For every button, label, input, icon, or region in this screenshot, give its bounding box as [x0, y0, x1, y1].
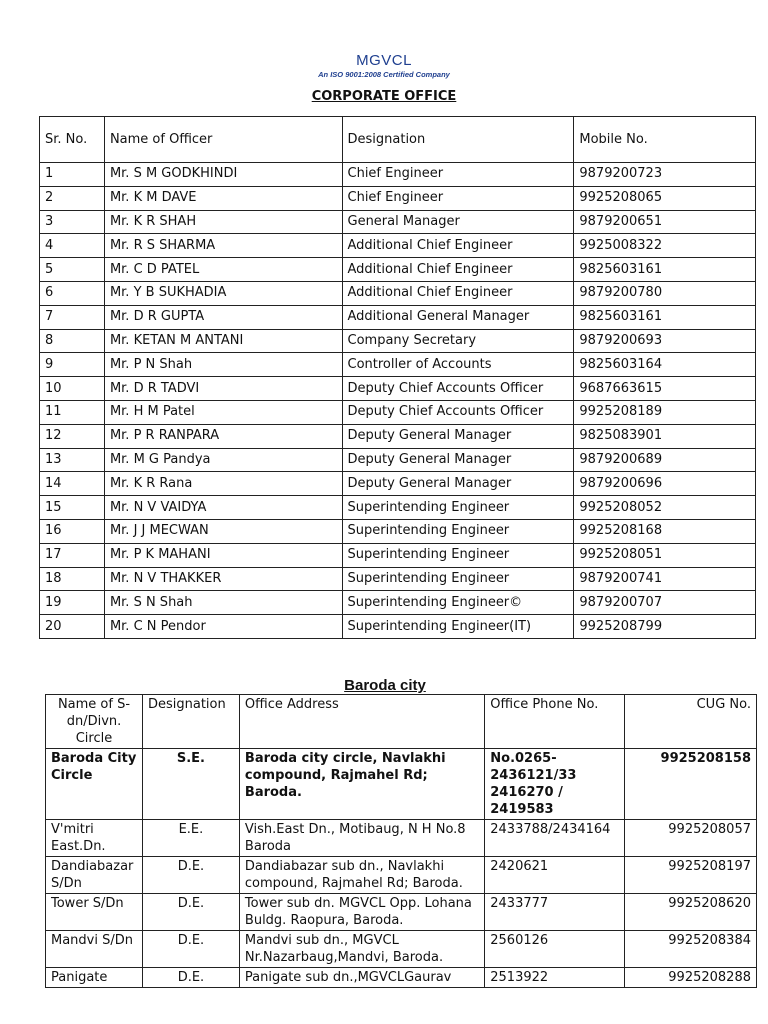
table-row	[40, 615, 756, 639]
sr-no-cell: 20	[40, 615, 105, 639]
mobile-cell: 9925208799	[574, 615, 756, 639]
table-row	[46, 820, 757, 857]
column-header: Name of S-dn/Divn. Circle	[46, 695, 143, 749]
officer-name-cell: Mr. P N Shah	[104, 353, 342, 377]
baroda-city-heading: Baroda city	[344, 677, 426, 694]
table-row	[40, 400, 756, 424]
mobile-cell: 9879200707	[574, 591, 756, 615]
sr-no-cell: 10	[40, 377, 105, 401]
sr-no-cell: 18	[40, 567, 105, 591]
table-row	[40, 329, 756, 353]
column-header: CUG No.	[625, 695, 757, 749]
cug-cell: 9925208288	[625, 968, 757, 988]
officer-name-cell: Mr. C N Pendor	[104, 615, 342, 639]
designation-cell: General Manager	[342, 210, 574, 234]
officer-name-cell: Mr. M G Pandya	[104, 448, 342, 472]
column-header: Name of Officer	[104, 117, 342, 163]
table-header-row	[46, 695, 757, 749]
office-name-cell: Dandiabazar S/Dn	[46, 857, 143, 894]
designation-cell: Superintending Engineer(IT)	[342, 615, 574, 639]
officer-name-cell: Mr. P R RANPARA	[104, 424, 342, 448]
table-row	[40, 591, 756, 615]
mobile-cell: 9879200723	[574, 163, 756, 187]
sr-no-cell: 9	[40, 353, 105, 377]
sr-no-cell: 19	[40, 591, 105, 615]
officer-name-cell: Mr. N V VAIDYA	[104, 496, 342, 520]
phone-cell: 2513922	[485, 968, 625, 988]
cug-cell: 9925208620	[625, 894, 757, 931]
designation-cell: Additional Chief Engineer	[342, 234, 574, 258]
designation-cell: Superintending Engineer	[342, 496, 574, 520]
table-row	[40, 472, 756, 496]
mobile-cell: 9879200696	[574, 472, 756, 496]
designation-cell: Superintending Engineer	[342, 543, 574, 567]
column-header: Office Address	[239, 695, 484, 749]
officer-name-cell: Mr. Y B SUKHADIA	[104, 281, 342, 305]
designation-cell: Chief Engineer	[342, 163, 574, 187]
logo-mark	[0, 52, 768, 69]
officer-name-cell: Mr. S N Shah	[104, 591, 342, 615]
logo-tagline: An ISO 9001:2008 Certified Company	[318, 70, 450, 79]
corporate-officers-table	[39, 116, 756, 639]
mobile-cell: 9879200741	[574, 567, 756, 591]
sr-no-cell: 6	[40, 281, 105, 305]
mobile-cell: 9925208168	[574, 519, 756, 543]
sr-no-cell: 16	[40, 519, 105, 543]
designation-cell: Deputy Chief Accounts Officer	[342, 400, 574, 424]
designation-cell: Deputy General Manager	[342, 448, 574, 472]
sr-no-cell: 2	[40, 186, 105, 210]
designation-cell: D.E.	[142, 894, 239, 931]
office-name-cell: Tower S/Dn	[46, 894, 143, 931]
table-row	[40, 258, 756, 282]
sr-no-cell: 8	[40, 329, 105, 353]
table-row	[40, 448, 756, 472]
table-row	[40, 567, 756, 591]
table-row	[40, 377, 756, 401]
officer-name-cell: Mr. C D PATEL	[104, 258, 342, 282]
table-row	[46, 931, 757, 968]
address-cell: Baroda city circle, Navlakhi compound, Rajmahel Rd; Baroda.	[239, 749, 484, 820]
table-row	[46, 894, 757, 931]
mobile-cell: 9925208065	[574, 186, 756, 210]
table-row	[46, 857, 757, 894]
office-name-cell: Panigate	[46, 968, 143, 988]
designation-cell: S.E.	[142, 749, 239, 820]
designation-cell: Superintending Engineer	[342, 519, 574, 543]
office-name-cell: Mandvi S/Dn	[46, 931, 143, 968]
designation-cell: D.E.	[142, 968, 239, 988]
table-row	[40, 519, 756, 543]
phone-cell: 2420621	[485, 857, 625, 894]
mobile-cell: 9879200651	[574, 210, 756, 234]
mgvcl-logo	[0, 52, 768, 79]
designation-cell: Company Secretary	[342, 329, 574, 353]
address-cell: Panigate sub dn.,MGVCLGaurav	[239, 968, 484, 988]
mobile-cell: 9825603161	[574, 258, 756, 282]
table-row	[40, 543, 756, 567]
officer-name-cell: Mr. K M DAVE	[104, 186, 342, 210]
column-header: Mobile No.	[574, 117, 756, 163]
officer-name-cell: Mr. S M GODKHINDI	[104, 163, 342, 187]
designation-cell: Deputy Chief Accounts Officer	[342, 377, 574, 401]
cug-cell: 9925208197	[625, 857, 757, 894]
address-cell: Tower sub dn. MGVCL Opp. Lohana Buldg. Raopura, Baroda.	[239, 894, 484, 931]
designation-cell: Superintending Engineer	[342, 567, 574, 591]
officer-name-cell: Mr. N V THAKKER	[104, 567, 342, 591]
sr-no-cell: 13	[40, 448, 105, 472]
column-header: Designation	[342, 117, 574, 163]
designation-cell: Additional Chief Engineer	[342, 258, 574, 282]
address-cell: Vish.East Dn., Motibaug, N H No.8 Baroda	[239, 820, 484, 857]
mobile-cell: 9825083901	[574, 424, 756, 448]
sr-no-cell: 3	[40, 210, 105, 234]
table-row	[40, 163, 756, 187]
sr-no-cell: 5	[40, 258, 105, 282]
designation-cell: E.E.	[142, 820, 239, 857]
page-title: CORPORATE OFFICE	[311, 89, 457, 104]
mobile-cell: 9825603161	[574, 305, 756, 329]
mobile-cell: 9925208051	[574, 543, 756, 567]
officer-name-cell: Mr. D R TADVI	[104, 377, 342, 401]
column-header: Designation	[142, 695, 239, 749]
phone-cell: No.0265-2436121/33 2416270 / 2419583	[485, 749, 625, 820]
officer-name-cell: Mr. H M Patel	[104, 400, 342, 424]
table-row	[46, 968, 757, 988]
mobile-cell: 9925208189	[574, 400, 756, 424]
sr-no-cell: 17	[40, 543, 105, 567]
designation-cell: D.E.	[142, 857, 239, 894]
phone-cell: 2433788/2434164	[485, 820, 625, 857]
column-header: Office Phone No.	[485, 695, 625, 749]
designation-cell: Additional General Manager	[342, 305, 574, 329]
officer-name-cell: Mr. D R GUPTA	[104, 305, 342, 329]
sr-no-cell: 4	[40, 234, 105, 258]
office-name-cell: Baroda City Circle	[46, 749, 143, 820]
officer-name-cell: Mr. K R Rana	[104, 472, 342, 496]
mobile-cell: 9925208052	[574, 496, 756, 520]
designation-cell: D.E.	[142, 931, 239, 968]
table-row	[40, 496, 756, 520]
mobile-cell: 9879200780	[574, 281, 756, 305]
officer-name-cell: Mr. R S SHARMA	[104, 234, 342, 258]
officer-name-cell: Mr. K R SHAH	[104, 210, 342, 234]
designation-cell: Deputy General Manager	[342, 424, 574, 448]
column-header: Sr. No.	[40, 117, 105, 163]
designation-cell: Controller of Accounts	[342, 353, 574, 377]
designation-cell: Additional Chief Engineer	[342, 281, 574, 305]
table-row	[40, 305, 756, 329]
table-row	[40, 353, 756, 377]
cug-cell: 9925208384	[625, 931, 757, 968]
office-name-cell: V'mitri East.Dn.	[46, 820, 143, 857]
officer-name-cell: Mr. P K MAHANI	[104, 543, 342, 567]
table-row	[46, 749, 757, 820]
designation-cell: Chief Engineer	[342, 186, 574, 210]
baroda-city-table	[45, 694, 757, 988]
sr-no-cell: 11	[40, 400, 105, 424]
designation-cell: Superintending Engineer©	[342, 591, 574, 615]
table-row	[40, 234, 756, 258]
phone-cell: 2560126	[485, 931, 625, 968]
table-row	[40, 281, 756, 305]
address-cell: Dandiabazar sub dn., Navlakhi compound, Rajmahel Rd; Baroda.	[239, 857, 484, 894]
officer-name-cell: Mr. J J MECWAN	[104, 519, 342, 543]
address-cell: Mandvi sub dn., MGVCL Nr.Nazarbaug,Mandvi, Baroda.	[239, 931, 484, 968]
cug-cell: 9925208158	[625, 749, 757, 820]
table-header-row	[40, 117, 756, 163]
officer-name-cell: Mr. KETAN M ANTANI	[104, 329, 342, 353]
mobile-cell: 9879200689	[574, 448, 756, 472]
sr-no-cell: 1	[40, 163, 105, 187]
table-row	[40, 424, 756, 448]
mobile-cell: 9687663615	[574, 377, 756, 401]
mobile-cell: 9879200693	[574, 329, 756, 353]
designation-cell: Deputy General Manager	[342, 472, 574, 496]
logo-text: MGVCL	[356, 52, 412, 69]
table-row	[40, 186, 756, 210]
table-row	[40, 210, 756, 234]
mobile-cell: 9825603164	[574, 353, 756, 377]
sr-no-cell: 15	[40, 496, 105, 520]
sr-no-cell: 12	[40, 424, 105, 448]
sr-no-cell: 14	[40, 472, 105, 496]
phone-cell: 2433777	[485, 894, 625, 931]
sr-no-cell: 7	[40, 305, 105, 329]
mobile-cell: 9925008322	[574, 234, 756, 258]
cug-cell: 9925208057	[625, 820, 757, 857]
